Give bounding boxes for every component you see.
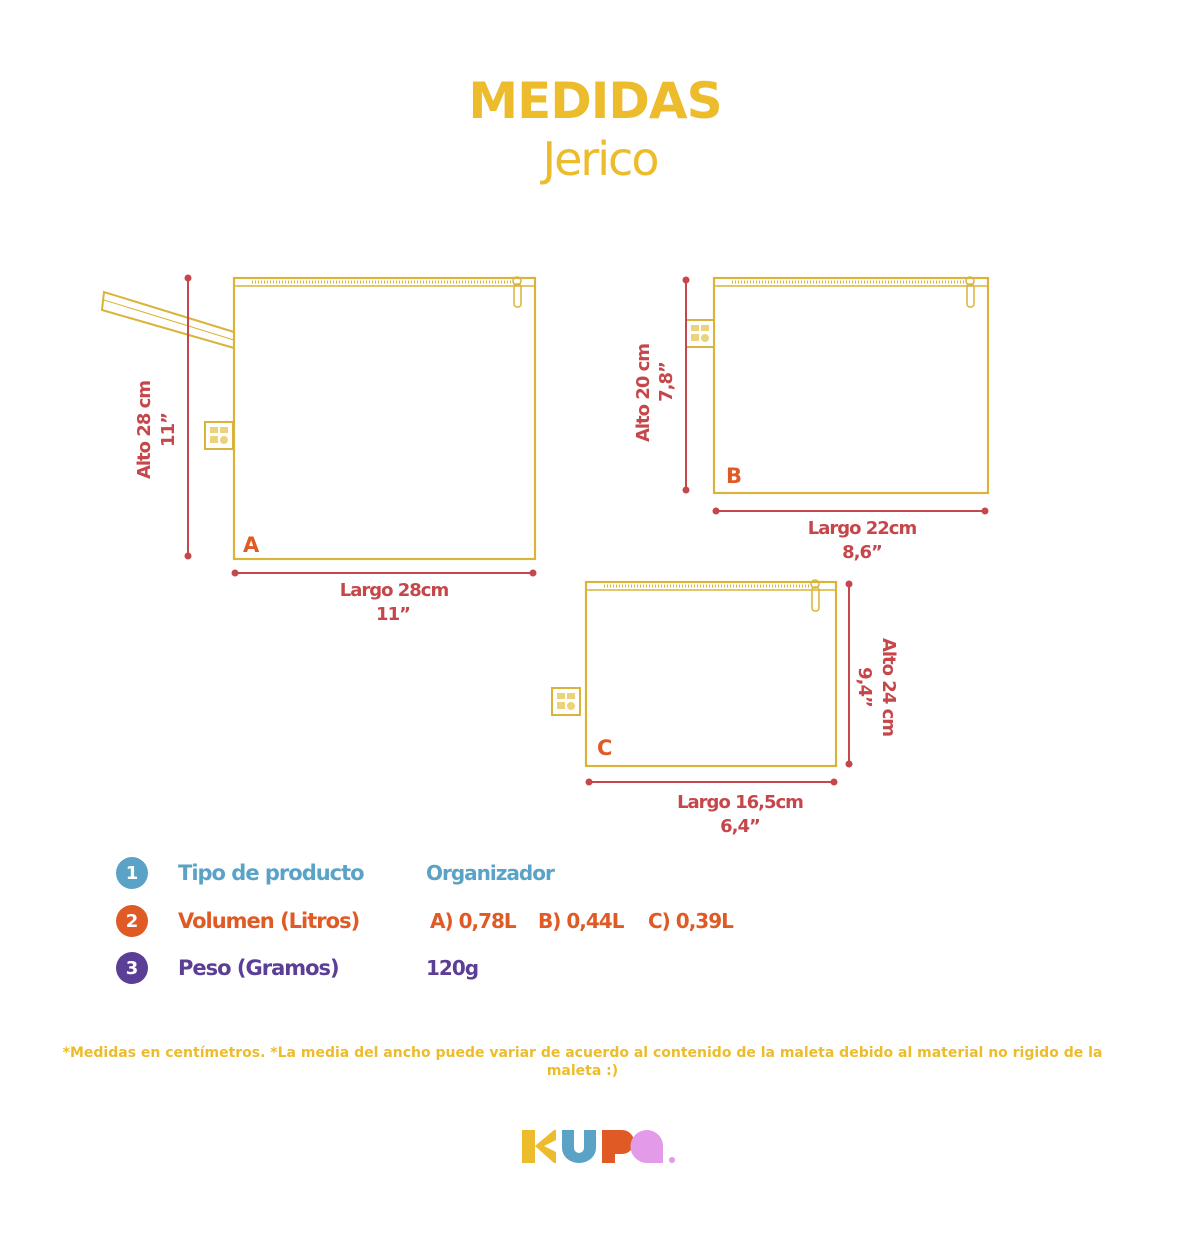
zipper-pull-icon xyxy=(513,277,521,307)
bag-b-zipper xyxy=(714,278,988,286)
brand-tag-icon xyxy=(686,320,714,347)
bag-b-width-inch: 8,6” xyxy=(842,542,882,563)
bag-a-letter: A xyxy=(243,533,260,557)
bag-c-height-label: Alto 24 cm xyxy=(878,637,899,737)
spec-number-badge: 3 xyxy=(116,952,148,984)
spec-number-badge: 1 xyxy=(116,857,148,889)
zipper-pull-icon xyxy=(966,277,974,307)
bag-c-outline xyxy=(586,582,836,766)
bag-a-outline xyxy=(234,278,535,559)
bag-a-height-inch: 11” xyxy=(158,413,179,447)
bag-a-width-inch: 11” xyxy=(376,604,410,625)
brand-tag-icon xyxy=(552,688,580,715)
bag-b-outline xyxy=(714,278,988,493)
bag-a-width-label: Largo 28cm xyxy=(339,580,449,601)
volume-value-a: A) 0,78L xyxy=(430,909,516,933)
spec-value: 120g xyxy=(426,956,479,980)
bag-b-width-label: Largo 22cm xyxy=(807,518,917,539)
spec-label: Volumen (Litros) xyxy=(178,909,360,933)
page-subtitle: Jerico xyxy=(542,132,658,186)
volume-value-c: C) 0,39L xyxy=(648,909,733,933)
footnote: *Medidas en centímetros. *La media del ancho puede variar de acuerdo al contenido de la maleta debido al material no rigido de la maleta :) xyxy=(62,1045,1103,1079)
bag-b-height-inch: 7,8” xyxy=(656,362,677,402)
bag-b-height-label: Alto 20 cm xyxy=(633,343,654,443)
zipper-pull-icon xyxy=(811,580,819,611)
spec-row-volume xyxy=(116,905,733,937)
bag-c-zipper xyxy=(586,582,836,590)
bag-c-width-label: Largo 16,5cm xyxy=(677,792,803,813)
spec-row-product-type xyxy=(116,857,554,889)
spec-label: Peso (Gramos) xyxy=(178,956,339,980)
bag-c xyxy=(552,580,899,837)
spec-label: Tipo de producto xyxy=(178,861,364,885)
bag-b-letter: B xyxy=(726,464,743,488)
bag-c-width-inch: 6,4” xyxy=(720,816,760,837)
brand-tag-icon xyxy=(205,422,233,449)
bag-a xyxy=(102,275,537,626)
kupa-logo xyxy=(522,1128,682,1168)
page-title: MEDIDAS xyxy=(468,72,722,130)
volume-value-b: B) 0,44L xyxy=(538,909,624,933)
spec-value: Organizador xyxy=(426,861,554,885)
bag-c-letter: C xyxy=(597,736,613,760)
spec-row-weight xyxy=(116,952,479,984)
bag-a-height-label: Alto 28 cm xyxy=(134,380,155,480)
bag-c-height-inch: 9,4” xyxy=(854,667,875,707)
bag-b xyxy=(633,277,989,564)
spec-number-badge: 2 xyxy=(116,905,148,937)
